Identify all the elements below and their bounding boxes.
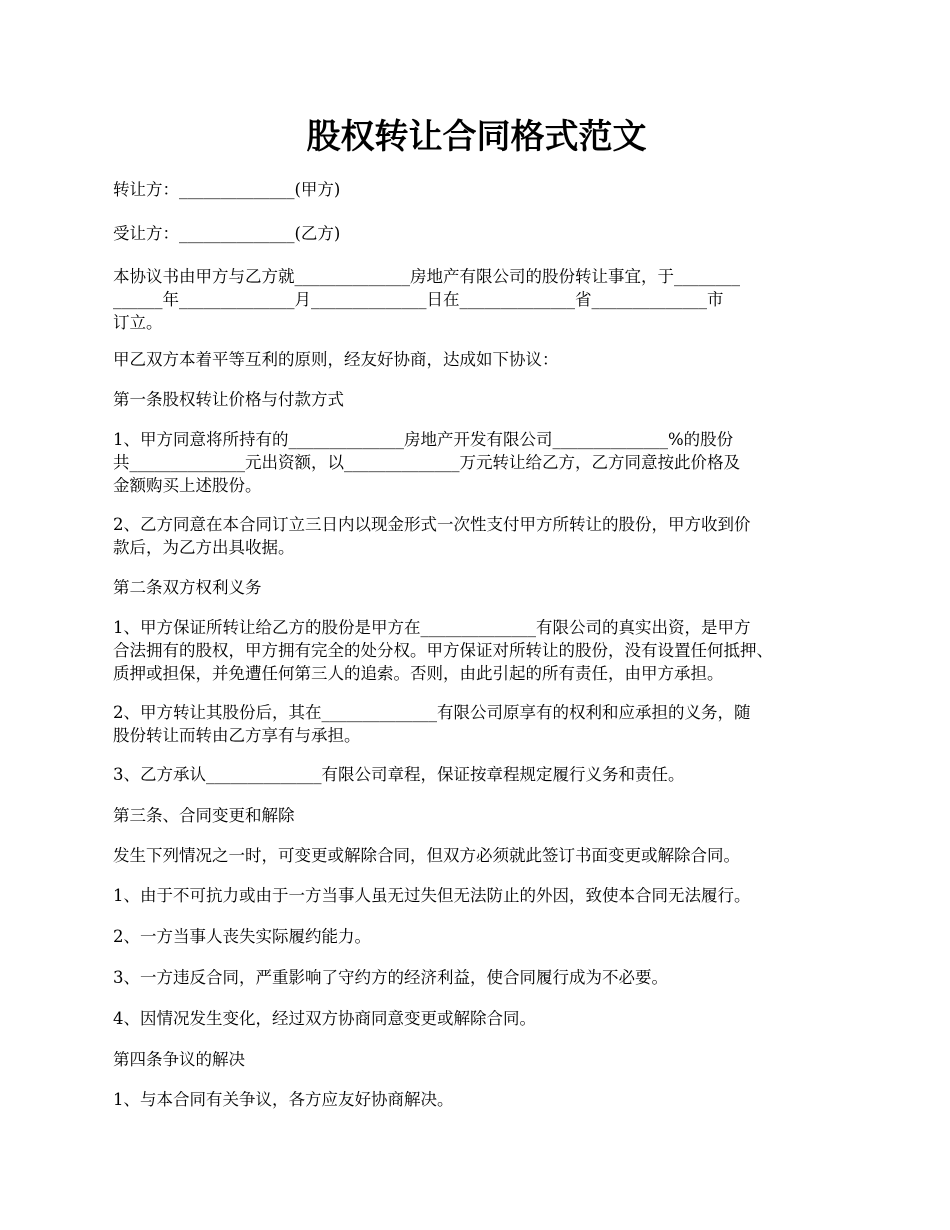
principle-paragraph: 甲乙双方本着平等互利的原则，经友好协商，达成如下协议： [113, 350, 559, 369]
document-title: 股权转让合同格式范文 [306, 117, 647, 157]
article-4-clause-1: 1、与本合同有关争议，各方应友好协商解决。 [113, 1090, 454, 1109]
article-1-clause-2: 2、乙方同意在本合同订立三日内以现金形式一次性支付甲方所转让的股份，甲方收到价 款后，为乙方出具收据。 [113, 515, 751, 557]
article-3-heading: 第三条、合同变更和解除 [113, 806, 295, 825]
article-4-heading: 第四条争议的解决 [113, 1050, 245, 1069]
article-3-intro: 发生下列情况之一时，可变更或解除合同，但双方必须就此签订书面变更或解除合同。 [113, 846, 740, 865]
transferor-line: 转让方：______________(甲方) [113, 180, 341, 199]
article-2-clause-1: 1、甲方保证所转让给乙方的股份是甲方在______________有限公司的真实出资，是甲方 合法拥有的股权，甲方拥有完全的处分权。甲方保证对所转让的股份，没有设置任何抵押、 质押或担保，并免遭任何第三人的追索。否则，由此引起的所有责任，由甲方承担。 [113, 618, 773, 683]
article-1-heading: 第一条股权转让价格与付款方式 [113, 390, 344, 409]
article-2-clause-3: 3、乙方承认______________有限公司章程，保证按章程规定履行义务和责任。 [113, 765, 685, 784]
article-3-clause-4: 4、因情况发生变化，经过双方协商同意变更或解除合同。 [113, 1009, 536, 1028]
article-3-clause-3: 3、一方违反合同，严重影响了守约方的经济利益，使合同履行成为不必要。 [113, 968, 668, 987]
article-1-clause-1: 1、甲方同意将所持有的______________房地产开发有限公司______________%的股份 共______________元出资额，以______________万元转让给乙方，乙方同意按此价格及 金额购买上述股份。 [113, 430, 740, 495]
agreement-intro-paragraph: 本协议书由甲方与乙方就______________房地产有限公司的股份转让事宜，于________ ______年______________月______________日在______________省______________市 订立。 [113, 267, 740, 332]
article-2-clause-2: 2、甲方转让其股份后，其在______________有限公司原享有的权利和应承担的义务，随 股份转让而转由乙方享有与承担。 [113, 703, 751, 745]
article-2-heading: 第二条双方权利义务 [113, 578, 262, 597]
transferee-line: 受让方：______________(乙方) [113, 224, 341, 243]
article-3-clause-1: 1、由于不可抗力或由于一方当事人虽无过失但无法防止的外因，致使本合同无法履行。 [113, 886, 751, 905]
article-3-clause-2: 2、一方当事人丧失实际履约能力。 [113, 927, 371, 946]
